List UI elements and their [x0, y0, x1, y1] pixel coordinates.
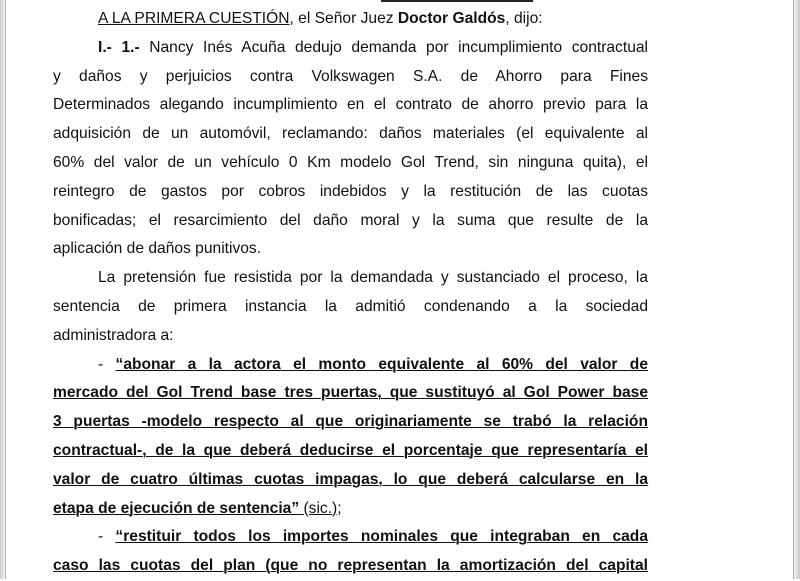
paragraph-line: sentencia de primera instancia la admitió condenando a la sociedad	[53, 297, 648, 315]
paragraph-line	[53, 523, 648, 552]
paragraph-line: aplicación de daños punitivos.	[53, 240, 262, 258]
paragraph-line: La pretensión fue resistida por la demandada y sustanciado el proceso, la	[98, 269, 648, 287]
item-dash: -	[98, 528, 116, 546]
paragraph-line: Determinados alegando incumplimiento en el contrato de ahorro previo para la	[53, 96, 648, 114]
paragraph-line: 60% del valor de un vehículo 0 Km modelo Gol Trend, sin ninguna quita), el	[53, 153, 648, 171]
heading-end: , dijo:	[505, 10, 543, 27]
paragraph-line	[53, 351, 648, 380]
quoted-text: 3 puertas -modelo respecto al que originariamente se trabó la relación	[53, 413, 648, 431]
page-edge-left	[5, 0, 6, 579]
section-heading	[53, 5, 648, 34]
quoted-text: contractual-, de la que deberá deducirse el porcentaje que representaría el	[53, 441, 648, 459]
item-dash: -	[98, 355, 116, 373]
sic-note: (sic.)	[299, 499, 338, 517]
paragraph-2	[53, 264, 648, 350]
page-shadow-right	[794, 0, 800, 579]
paragraph-line: bonificadas; el resarcimiento del daño moral y la suma que resulte de la	[53, 211, 648, 229]
paragraph-line: adquisición de un automóvil, reclamando: daños materiales (el equivalente al	[53, 125, 648, 143]
quoted-text: “restituir todos los importes nominales que integraban en cada	[115, 528, 649, 546]
paragraph-line	[53, 495, 648, 524]
paragraph-line: administradora a:	[53, 326, 174, 344]
paragraph-1	[53, 34, 648, 264]
quoted-text: caso las cuotas del plan (que no representan la amortización del capital	[53, 557, 648, 575]
judge-name: Doctor Galdós	[397, 10, 506, 27]
section-number: I.- 1.-	[98, 38, 140, 56]
heading-mid: , el Señor Juez	[289, 10, 398, 27]
quoted-text: valor de cuatro últimas cuotas impagas, lo que deberá calcularse en la	[53, 470, 648, 488]
top-rule	[381, 0, 533, 2]
document-body	[53, 5, 648, 581]
quoted-text: etapa de ejecución de sentencia”	[53, 499, 300, 517]
semicolon: ;	[337, 499, 342, 517]
quoted-text: mercado del Gol Trend base tres puertas, que sustituyó al Gol Power base	[53, 384, 648, 402]
paragraph-text: Nancy Inés Acuña dedujo demanda por incumplimiento contractual	[139, 38, 648, 56]
paragraph-line: reintegro de gastos por cobros indebidos y la restitución de las cuotas	[53, 182, 648, 200]
quoted-item-2	[53, 523, 648, 581]
cuestion-heading: A LA PRIMERA CUESTIÓN	[98, 10, 290, 27]
quoted-item-1	[53, 351, 648, 524]
paragraph-line: y daños y perjuicios contra Volkswagen S.A. de Ahorro para Fines	[53, 67, 648, 85]
paragraph-line	[53, 34, 648, 63]
quoted-text: “abonar a la actora el monto equivalente al 60% del valor de	[115, 355, 649, 373]
page-edge-right	[793, 0, 794, 579]
